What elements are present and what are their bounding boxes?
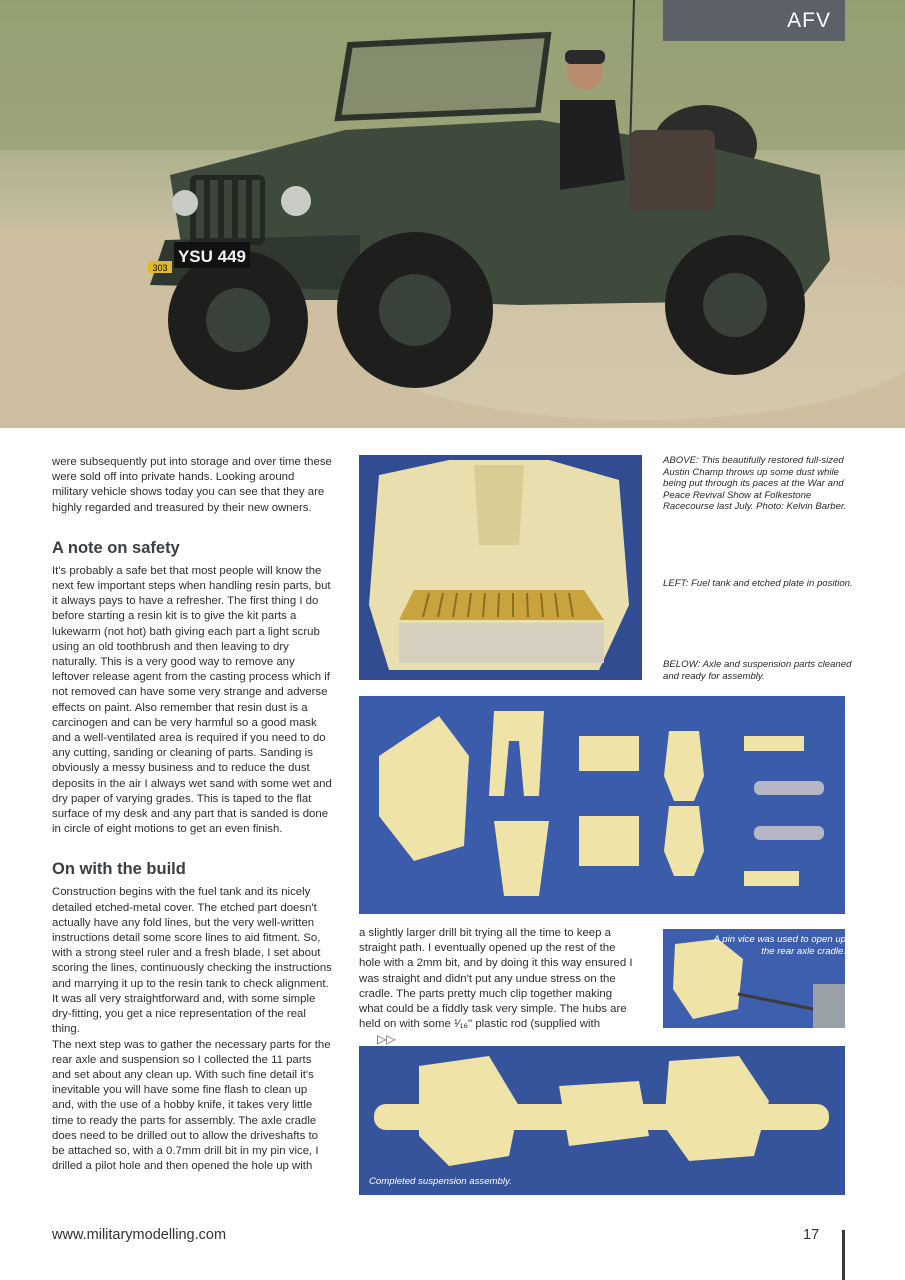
caption-pin-vice: A pin vice was used to open up the rear axle cradle.	[713, 934, 846, 957]
photo-suspension-assembly	[359, 1046, 845, 1195]
page-number: 17	[803, 1227, 820, 1243]
build-paragraph-2: The next step was to gather the necessary parts for the rear axle and suspension so I collected the 11 parts and set about any clean up. With such fine detail it's inevitable you will have some fine flash to clean up and, with the use of a hobby knife, it takes very little time to ready the parts for assembly. The axle cradle does need to be drilled out to allow the driveshafts to be attached so, with a 0.7mm drill bit in my pin vice, I drilled a pilot hole and then opened the hole up with	[52, 1038, 331, 1173]
page-rule	[842, 1230, 845, 1280]
caption-assembly: Completed suspension assembly.	[369, 1176, 512, 1187]
footer-website: www.militarymodelling.com	[52, 1227, 227, 1243]
photo-axle-parts	[359, 696, 845, 914]
safety-paragraph: It's probably a safe bet that most people will know the next few important steps when handling resin parts, but it always pays to have a refresher. The first thing I do before starting a resin kit is to give the kit parts a lukewarm (not hot) bath giving each part a light scrub using an old toothbrush and then leaving to dry naturally. This is a very good way to remove any leftover release agent from the casting process which if not removed can have some very strange and adverse effects on paint. Also remember that resin dust is a carcinogen and can be very harmful so a good mask and a well-ventilated area is required if you need to do any cutting, sanding or cleaning of parts. Sanding is obviously a messy business and to reduce the dust deposits in the air I always wet sand with some wet and dry paper of varying grades. This is taped to the flat surface of my desk and any part that is sanded is done in circle of eight motions to get an even finish.	[52, 564, 332, 836]
axle-parts-illustration	[359, 696, 845, 914]
caption-left: LEFT: Fuel tank and etched plate in position.	[663, 578, 853, 589]
section-tab: AFV	[663, 0, 845, 41]
heading-build: On with the build	[52, 860, 186, 879]
article-column-left	[52, 455, 332, 1174]
fuel-tank-illustration	[359, 455, 642, 680]
hero-number-plate: YSU 449	[177, 247, 247, 266]
build-paragraph: Construction begins with the fuel tank and its nicely detailed etched-metal cover. The etched part doesn't actually have any fold lines, but the very well-written instructions detail some score lines to aid fitment. So, with a strong steel ruler and a fresh blade, I set about scoring the lines, continuously checking the instructions and marrying it up to the resin tank to check alignment. It was all very straightforward and, with some simple dry-fitting, you get a nice representation of the real thing.	[52, 886, 332, 1036]
suspension-assembly-illustration	[359, 1046, 845, 1195]
hero-small-plate: 303	[152, 263, 168, 273]
heading-safety: A note on safety	[52, 538, 180, 557]
photo-fuel-tank	[359, 455, 642, 680]
intro-paragraph: were subsequently put into storage and over time these were sold off into private hands. Looking around military vehicle shows today you can see that they are highly regarded and treasured by their new owners.	[52, 456, 332, 514]
continue-arrow-icon: ▷▷	[377, 1032, 396, 1047]
hero-photo-austin-champ	[0, 0, 905, 428]
article-column-mid	[359, 926, 634, 1049]
mid-paragraph	[359, 926, 634, 1049]
caption-below: BELOW: Axle and suspension parts cleaned and ready for assembly.	[663, 659, 852, 682]
caption-above: ABOVE: This beautifully restored full-sized Austin Champ throws up some dust while being put through its paces at the War and Peace Revival Show at Folkestone Racecourse last July. Photo: Kelvin Barber.	[663, 455, 847, 513]
hero-illustration	[0, 0, 905, 428]
mid-paragraph-text: a slightly larger drill bit trying all the time to keep a straight path. I eventually opened up the rest of the hole with a 2mm bit, and by doing it this way ensured I was straight and didn't put any undue stress on the cradle. The parts pretty much clip together making what could be a fiddly task very simple. The hubs are held on with some ¹⁄₁₆" plastic rod (supplied with	[359, 927, 633, 1031]
